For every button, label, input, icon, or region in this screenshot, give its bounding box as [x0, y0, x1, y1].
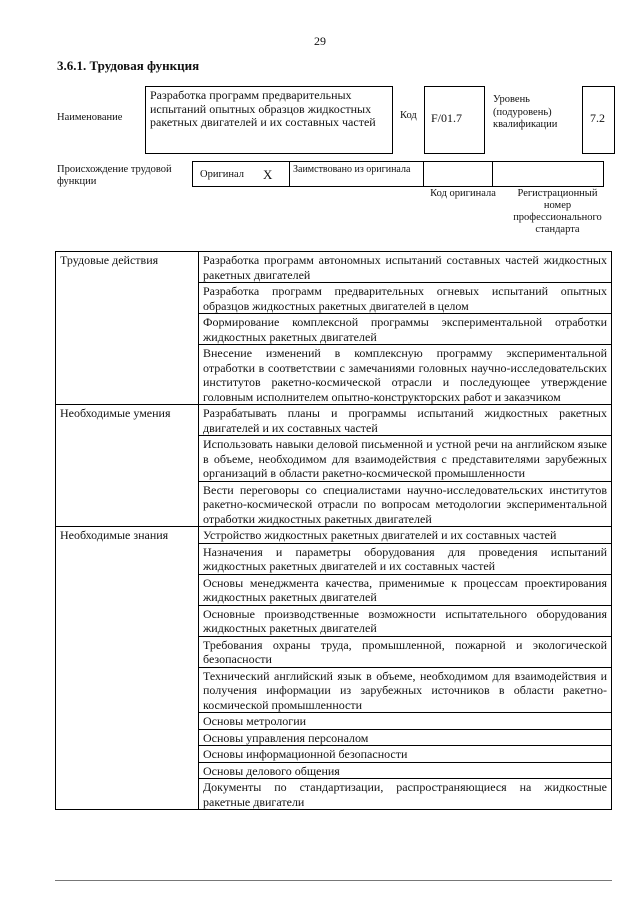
requirement-item: Основные производственные возможности испытательного оборудования жидкостных ракетных двигателей [199, 605, 612, 636]
requirement-item: Устройство жидкостных ракетных двигателей и их составных частей [199, 527, 612, 544]
origin-row [192, 161, 612, 187]
code-original-cell [423, 161, 493, 187]
category-label: Необходимые знания [56, 527, 199, 810]
section-title: 3.6.1. Трудовая функция [57, 58, 200, 73]
registration-caption: Регистрационный номер профессионального стандарта [513, 188, 602, 235]
code-label: Код [400, 110, 417, 121]
requirement-item: Использовать навыки деловой письменной и устной речи на английском языке в объеме, необходимом для взаимодействия с представителями зарубежных организаций в области ракетно-космической промышленности [199, 436, 612, 482]
requirement-item: Основы управления персоналом [199, 729, 612, 746]
level-box [582, 86, 615, 154]
origin-label: Происхождение трудовой функции [57, 164, 172, 187]
requirement-item: Основы менеджмента качества, применимые к процессам проектирования жидкостных ракетных двигателей [199, 574, 612, 605]
borrowed-label: Заимствовано из оригинала [293, 164, 411, 175]
requirement-item: Основы метрологии [199, 713, 612, 730]
category-label: Необходимые умения [56, 405, 199, 527]
requirement-item: Внесение изменений в комплексную программу экспериментальной отработки в соответствии с замечаниями головных научно-исследовательских институтов ракетно-космической отрасли и последующее утверждение головным исполнителем опытно-конструкторских работ и заказчиком [199, 345, 612, 405]
table-row [56, 527, 612, 544]
code-original-caption: Код оригинала [430, 188, 496, 199]
code-value: F/01.7 [431, 111, 463, 125]
requirement-item: Назначения и параметры оборудования для проведения испытаний жидкостных ракетных двигателей и их составных частей [199, 543, 612, 574]
registration-number-cell [492, 161, 604, 187]
level-label: Уровень (подуровень) квалификации [493, 94, 558, 130]
original-cell [192, 161, 290, 187]
requirement-item: Основы информационной безопасности [199, 746, 612, 763]
requirement-item: Вести переговоры со специалистами научно-исследовательских институтов ракетно-космической отрасли по вопросам методологии экспериментальной отработки жидкостных ракетных двигателей [199, 481, 612, 527]
function-details-table [55, 251, 612, 810]
borrowed-cell [289, 161, 424, 187]
original-mark: X [263, 167, 273, 182]
requirement-item: Основы делового общения [199, 762, 612, 779]
requirement-item: Требования охраны труда, промышленной, пожарной и экологической безопасности [199, 636, 612, 667]
table-row [56, 405, 612, 436]
requirement-item: Документы по стандартизации, распространяющиеся на жидкостные ракетные двигатели [199, 779, 612, 810]
name-label: Наименование [57, 112, 123, 123]
requirement-item: Формирование комплексной программы экспериментальной отработки жидкостных ракетных двигателей [199, 314, 612, 345]
page-bottom-rule [55, 880, 612, 881]
requirement-item: Разработка программ предварительных огневых испытаний опытных образцов жидкостных ракетных двигателей в целом [199, 283, 612, 314]
function-name-value: Разработка программ предварительных испытаний опытных образцов жидкостных ракетных двигателей и их составных частей [145, 86, 393, 154]
level-value: 7.2 [590, 111, 605, 125]
requirement-item: Технический английский язык в объеме, необходимом для взаимодействия и получения информации из зарубежных источников в области ракетно-космической промышленности [199, 667, 612, 713]
requirement-item: Разрабатывать планы и программы испытаний жидкостных ракетных двигателей и их составных частей [199, 405, 612, 436]
page-number: 29 [314, 34, 326, 48]
requirement-item: Разработка программ автономных испытаний составных частей жидкостных ракетных двигателей [199, 252, 612, 283]
table-row [56, 252, 612, 283]
original-label: Оригинал [200, 169, 244, 180]
category-label: Трудовые действия [56, 252, 199, 405]
code-box [424, 86, 485, 154]
